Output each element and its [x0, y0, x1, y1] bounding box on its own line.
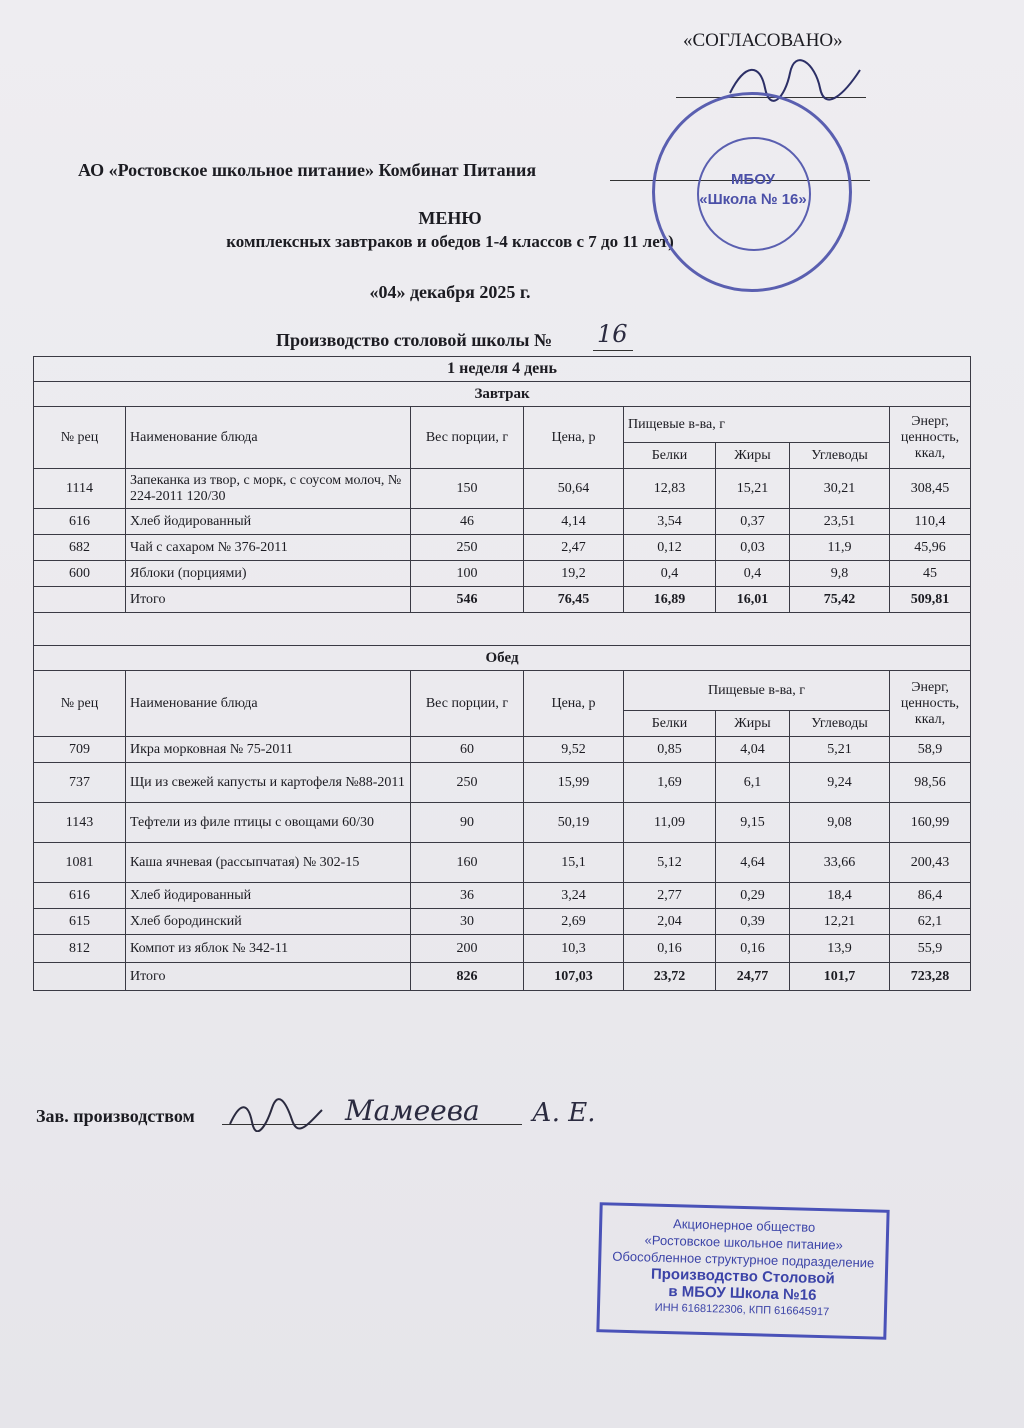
- total-price: 107,03: [524, 963, 624, 991]
- total-energy: 509,81: [890, 587, 971, 613]
- cell-protein: 3,54: [624, 509, 716, 535]
- round-stamp-line2: «Школа № 16»: [699, 191, 807, 208]
- cell-weight: 30: [411, 909, 524, 935]
- col-num: № рец: [34, 671, 126, 737]
- cell-name: Чай с сахаром № 376-2011: [126, 535, 411, 561]
- cell-carbs: 30,21: [790, 469, 890, 509]
- col-nutrients: Пищевые в-ва, г: [624, 407, 890, 443]
- cell-protein: 2,04: [624, 909, 716, 935]
- rect-stamp-line5: в МБОУ Школа №16: [668, 1283, 817, 1304]
- cell-num: 709: [34, 737, 126, 763]
- cell-carbs: 23,51: [790, 509, 890, 535]
- col-energy: Энерг, ценность, ккал,: [890, 407, 971, 469]
- rect-stamp-line4: Производство Столовой: [650, 1265, 835, 1288]
- breakfast-header: Завтрак: [34, 382, 971, 407]
- col-weight: Вес порции, г: [411, 407, 524, 469]
- cell-weight: 250: [411, 535, 524, 561]
- table-row: [34, 469, 971, 509]
- cell-fat: 0,4: [716, 561, 790, 587]
- total-protein: 16,89: [624, 587, 716, 613]
- total-carbs: 75,42: [790, 587, 890, 613]
- cell-name: Хлеб бородинский: [126, 909, 411, 935]
- cell-weight: 150: [411, 469, 524, 509]
- cell-carbs: 9,08: [790, 803, 890, 843]
- cell-price: 50,19: [524, 803, 624, 843]
- cell-carbs: 5,21: [790, 737, 890, 763]
- menu-subtitle: комплексных завтраков и обедов 1-4 классов с 7 до 11 лет): [226, 232, 674, 251]
- cell-energy: 200,43: [890, 843, 971, 883]
- cell-protein: 0,85: [624, 737, 716, 763]
- breakfast-total-row: [34, 587, 971, 613]
- cell-price: 2,69: [524, 909, 624, 935]
- lunch-total-row: [34, 963, 971, 991]
- cell-num: 615: [34, 909, 126, 935]
- cell-weight: 36: [411, 883, 524, 909]
- cell-energy: 45: [890, 561, 971, 587]
- cell-carbs: 9,24: [790, 763, 890, 803]
- cell-num: 616: [34, 883, 126, 909]
- cell-weight: 200: [411, 935, 524, 963]
- cell-name: Хлеб йодированный: [126, 509, 411, 535]
- col-num: № рец: [34, 407, 126, 469]
- cell-weight: 160: [411, 843, 524, 883]
- cell-num: 737: [34, 763, 126, 803]
- cell-fat: 0,16: [716, 935, 790, 963]
- table-spacer: [34, 613, 971, 646]
- cell-carbs: 11,9: [790, 535, 890, 561]
- cell-num: 1081: [34, 843, 126, 883]
- total-price: 76,45: [524, 587, 624, 613]
- cell-price: 15,1: [524, 843, 624, 883]
- total-fat: 16,01: [716, 587, 790, 613]
- cell-fat: 6,1: [716, 763, 790, 803]
- col-fat: Жиры: [716, 711, 790, 737]
- production-line: [593, 350, 633, 351]
- cell-name: Компот из яблок № 342-11: [126, 935, 411, 963]
- cell-carbs: 13,9: [790, 935, 890, 963]
- col-price: Цена, р: [524, 671, 624, 737]
- cell-name: Хлеб йодированный: [126, 883, 411, 909]
- round-stamp-line1: МБОУ: [731, 171, 775, 188]
- cell-price: 50,64: [524, 469, 624, 509]
- col-name: Наименование блюда: [126, 671, 411, 737]
- table-row: [34, 561, 971, 587]
- cell-fat: 0,39: [716, 909, 790, 935]
- rect-stamp-line3: Обособленное структурное подразделение: [612, 1248, 875, 1271]
- rect-stamp-line6: ИНН 6168122306, КПП 616645917: [654, 1301, 830, 1319]
- cell-name: Каша ячневая (рассыпчатая) № 302-15: [126, 843, 411, 883]
- cell-carbs: 12,21: [790, 909, 890, 935]
- cell-protein: 2,77: [624, 883, 716, 909]
- col-fat: Жиры: [716, 443, 790, 469]
- cell-weight: 46: [411, 509, 524, 535]
- col-carbs: Углеводы: [790, 443, 890, 469]
- col-protein: Белки: [624, 443, 716, 469]
- total-energy: 723,28: [890, 963, 971, 991]
- cell-weight: 100: [411, 561, 524, 587]
- col-energy: Энерг, ценность, ккал,: [890, 671, 971, 737]
- cell-price: 19,2: [524, 561, 624, 587]
- cell-name: Запеканка из твор, с морк, с соусом молоч, № 224-2011 120/30: [126, 469, 411, 509]
- col-nutrients: Пищевые в-ва, г: [624, 671, 890, 711]
- rect-stamp-line1: Акционерное общество: [672, 1216, 816, 1235]
- cell-energy: 98,56: [890, 763, 971, 803]
- menu-title: МЕНЮ: [418, 208, 482, 228]
- total-weight: 546: [411, 587, 524, 613]
- cell-weight: 250: [411, 763, 524, 803]
- cell-energy: 110,4: [890, 509, 971, 535]
- cell-price: 4,14: [524, 509, 624, 535]
- cell-fat: 0,03: [716, 535, 790, 561]
- organization-title: АО «Ростовское школьное питание» Комбинат Питания: [78, 160, 537, 180]
- cell-price: 15,99: [524, 763, 624, 803]
- cell-price: 3,24: [524, 883, 624, 909]
- cell-protein: 0,12: [624, 535, 716, 561]
- cell-carbs: 33,66: [790, 843, 890, 883]
- cell-energy: 62,1: [890, 909, 971, 935]
- table-row: [34, 935, 971, 963]
- cell-num: 600: [34, 561, 126, 587]
- cell-fat: 0,37: [716, 509, 790, 535]
- total-label: Итого: [126, 963, 411, 991]
- rect-stamp-line2: «Ростовское школьное питание»: [644, 1232, 844, 1253]
- signature-initials: А. Е.: [532, 1098, 596, 1128]
- total-carbs: 101,7: [790, 963, 890, 991]
- table-row: [34, 535, 971, 561]
- table-row: [34, 509, 971, 535]
- cell-name: Яблоки (порциями): [126, 561, 411, 587]
- cell-energy: 86,4: [890, 883, 971, 909]
- menu-date: «04» декабря 2025 г.: [369, 282, 531, 302]
- col-name: Наименование блюда: [126, 407, 411, 469]
- cell-num: 616: [34, 509, 126, 535]
- cell-fat: 4,04: [716, 737, 790, 763]
- signature-label: Зав. производством: [36, 1106, 195, 1126]
- total-protein: 23,72: [624, 963, 716, 991]
- cell-fat: 0,29: [716, 883, 790, 909]
- cell-name: Икра морковная № 75-2011: [126, 737, 411, 763]
- cell-weight: 90: [411, 803, 524, 843]
- table-row: [34, 843, 971, 883]
- cell-protein: 0,4: [624, 561, 716, 587]
- cell-energy: 160,99: [890, 803, 971, 843]
- total-fat: 24,77: [716, 963, 790, 991]
- cell-name: Тефтели из филе птицы с овощами 60/30: [126, 803, 411, 843]
- table-row: [34, 803, 971, 843]
- cell-name: Щи из свежей капусты и картофеля №88-2011: [126, 763, 411, 803]
- col-carbs: Углеводы: [790, 711, 890, 737]
- signature-name: Мамеева: [345, 1094, 480, 1127]
- cell-carbs: 9,8: [790, 561, 890, 587]
- cell-num: 682: [34, 535, 126, 561]
- cell-price: 2,47: [524, 535, 624, 561]
- cell-fat: 4,64: [716, 843, 790, 883]
- cell-energy: 55,9: [890, 935, 971, 963]
- cell-protein: 12,83: [624, 469, 716, 509]
- signature-scribble: [226, 1098, 326, 1132]
- cell-weight: 60: [411, 737, 524, 763]
- cell-num: 1143: [34, 803, 126, 843]
- cell-protein: 0,16: [624, 935, 716, 963]
- cell-fat: 9,15: [716, 803, 790, 843]
- cell-protein: 11,09: [624, 803, 716, 843]
- table-row: [34, 737, 971, 763]
- menu-table: [33, 356, 971, 991]
- cell-protein: 5,12: [624, 843, 716, 883]
- col-weight: Вес порции, г: [411, 671, 524, 737]
- cell-num: 812: [34, 935, 126, 963]
- col-price: Цена, р: [524, 407, 624, 469]
- cell-carbs: 18,4: [790, 883, 890, 909]
- total-label: Итого: [126, 587, 411, 613]
- cell-fat: 15,21: [716, 469, 790, 509]
- table-row: [34, 883, 971, 909]
- cell-price: 10,3: [524, 935, 624, 963]
- round-stamp: [652, 92, 852, 292]
- production-label: Производство столовой школы №: [276, 330, 553, 350]
- breakfast-rows: [34, 469, 971, 587]
- lunch-rows: [34, 737, 971, 963]
- cell-protein: 1,69: [624, 763, 716, 803]
- lunch-header: Обед: [34, 646, 971, 671]
- rect-stamp: [596, 1202, 889, 1340]
- day-header: 1 неделя 4 день: [34, 357, 971, 382]
- total-weight: 826: [411, 963, 524, 991]
- cell-energy: 45,96: [890, 535, 971, 561]
- table-row: [34, 909, 971, 935]
- cell-energy: 308,45: [890, 469, 971, 509]
- approval-label: «СОГЛАСОВАНО»: [683, 30, 843, 51]
- school-number: 16: [597, 320, 628, 348]
- col-protein: Белки: [624, 711, 716, 737]
- table-row: [34, 763, 971, 803]
- cell-num: 1114: [34, 469, 126, 509]
- cell-energy: 58,9: [890, 737, 971, 763]
- cell-price: 9,52: [524, 737, 624, 763]
